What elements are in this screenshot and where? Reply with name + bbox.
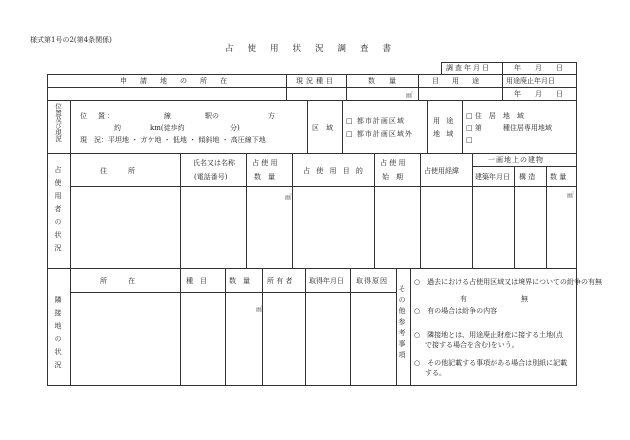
- survey-date-value[interactable]: 年 月 日: [514, 64, 563, 72]
- sqm-unit: ㎡: [406, 91, 413, 99]
- adjacent-owner-header: 所 有 者: [267, 277, 293, 285]
- adjacent-category-header: 種 目: [186, 277, 207, 285]
- occupant-qty-header: 数 量: [254, 173, 275, 181]
- about-label: 約: [114, 124, 121, 132]
- note-dispute-content: ○ 有の場合は紛争の内容: [414, 307, 498, 315]
- area-option-outside[interactable]: □ 都市計画区域外: [346, 130, 413, 138]
- note-other-1: ○ その他記載する事項がある場合は別紙に記載: [414, 359, 568, 367]
- building-group-header: 一画地上の建物: [488, 156, 544, 164]
- occupant-history-header: 占使用経緯: [424, 167, 459, 175]
- built-date-header: 建築年月日: [475, 173, 510, 181]
- use-header: 目 用 途: [432, 77, 482, 85]
- building-sqm-unit: ㎡: [567, 191, 574, 199]
- occupant-use-header: 占 使 用: [252, 159, 278, 167]
- line-label: 線: [164, 112, 171, 120]
- location-header: 申 請 地 の 所 在: [120, 77, 230, 85]
- area-label: 区 域: [312, 124, 333, 132]
- structure-header: 構 造: [519, 173, 536, 181]
- quantity-header: 数 量: [368, 77, 396, 85]
- zone-option-exclusive[interactable]: □ 第 種住居専用地域: [466, 124, 552, 132]
- zone-label-1: 用 途: [433, 117, 456, 125]
- zone-label-2: 地 域: [433, 130, 456, 138]
- zone-option-other[interactable]: □: [466, 136, 473, 144]
- occupant-phone-header: (電話番号): [194, 173, 228, 181]
- land-category-header: 現況種目: [296, 77, 336, 85]
- other-notes-label: その他参考事項: [398, 285, 406, 362]
- adjacent-side-label: 隣接地の状況: [54, 296, 62, 374]
- note-dispute-question: ○ 過去における占使用区域又は境界についての紛争の有無: [414, 278, 602, 286]
- position-prefix: 位 置：: [80, 112, 116, 120]
- occupant-purpose-header: 占 使 用 目 的: [303, 167, 365, 175]
- use-end-date-label: 用途廃止年月日: [506, 77, 555, 85]
- occupant-address-header: 住 所: [100, 167, 135, 175]
- use-end-date-value[interactable]: 年 月 日: [514, 90, 563, 98]
- direction-label: 方: [268, 112, 275, 120]
- form-number: 様式第1号の2(第4条関係): [30, 36, 112, 44]
- adjacent-location-header: 所 在: [100, 277, 135, 285]
- occupant-period-header: 占 使 用: [380, 159, 406, 167]
- note-dispute-no[interactable]: 無: [521, 295, 528, 303]
- station-label: 駅の: [205, 112, 219, 120]
- occupant-sqm-unit: ㎡: [285, 193, 292, 201]
- adjacent-quantity-header: 数 量: [229, 277, 250, 285]
- minutes-label: 分): [230, 124, 240, 132]
- bldg-quantity-header: 数 量: [550, 173, 567, 181]
- adjacent-sqm-unit: ㎡: [256, 305, 263, 313]
- note-adjacent-def-1: ○ 隣接地とは、用途廃止財産に接する土地(点: [414, 331, 563, 339]
- adjacent-acquired-header: 取得年月日: [309, 277, 344, 285]
- position-side-label: 位置及び現況: [54, 103, 62, 142]
- note-other-2: する。: [425, 369, 446, 377]
- note-dispute-yes[interactable]: 有: [460, 295, 467, 303]
- zone-option-residential[interactable]: □ 住 居 地 域: [466, 112, 524, 120]
- occupant-side-label: 占使用者の状況: [54, 166, 62, 257]
- form-title: 占使用状況調査書: [224, 44, 405, 54]
- occupant-start-header: 始 期: [382, 173, 403, 181]
- area-option-city-planning[interactable]: □ 都市計画区域: [346, 117, 405, 125]
- survey-date-label: 調査年月日: [446, 64, 491, 72]
- occupant-name-header: 氏名又は名称: [193, 159, 235, 167]
- km-label: km(徒歩約: [150, 124, 185, 132]
- adjacent-reason-header: 取得原因: [356, 277, 388, 285]
- note-adjacent-def-2: で接する場合を含む)をいう。: [425, 341, 519, 349]
- current-state-line: 現 況：平坦地 ・ ガケ地 ・ 低地 ・ 傾斜地 ・ 高圧線下地: [80, 136, 266, 144]
